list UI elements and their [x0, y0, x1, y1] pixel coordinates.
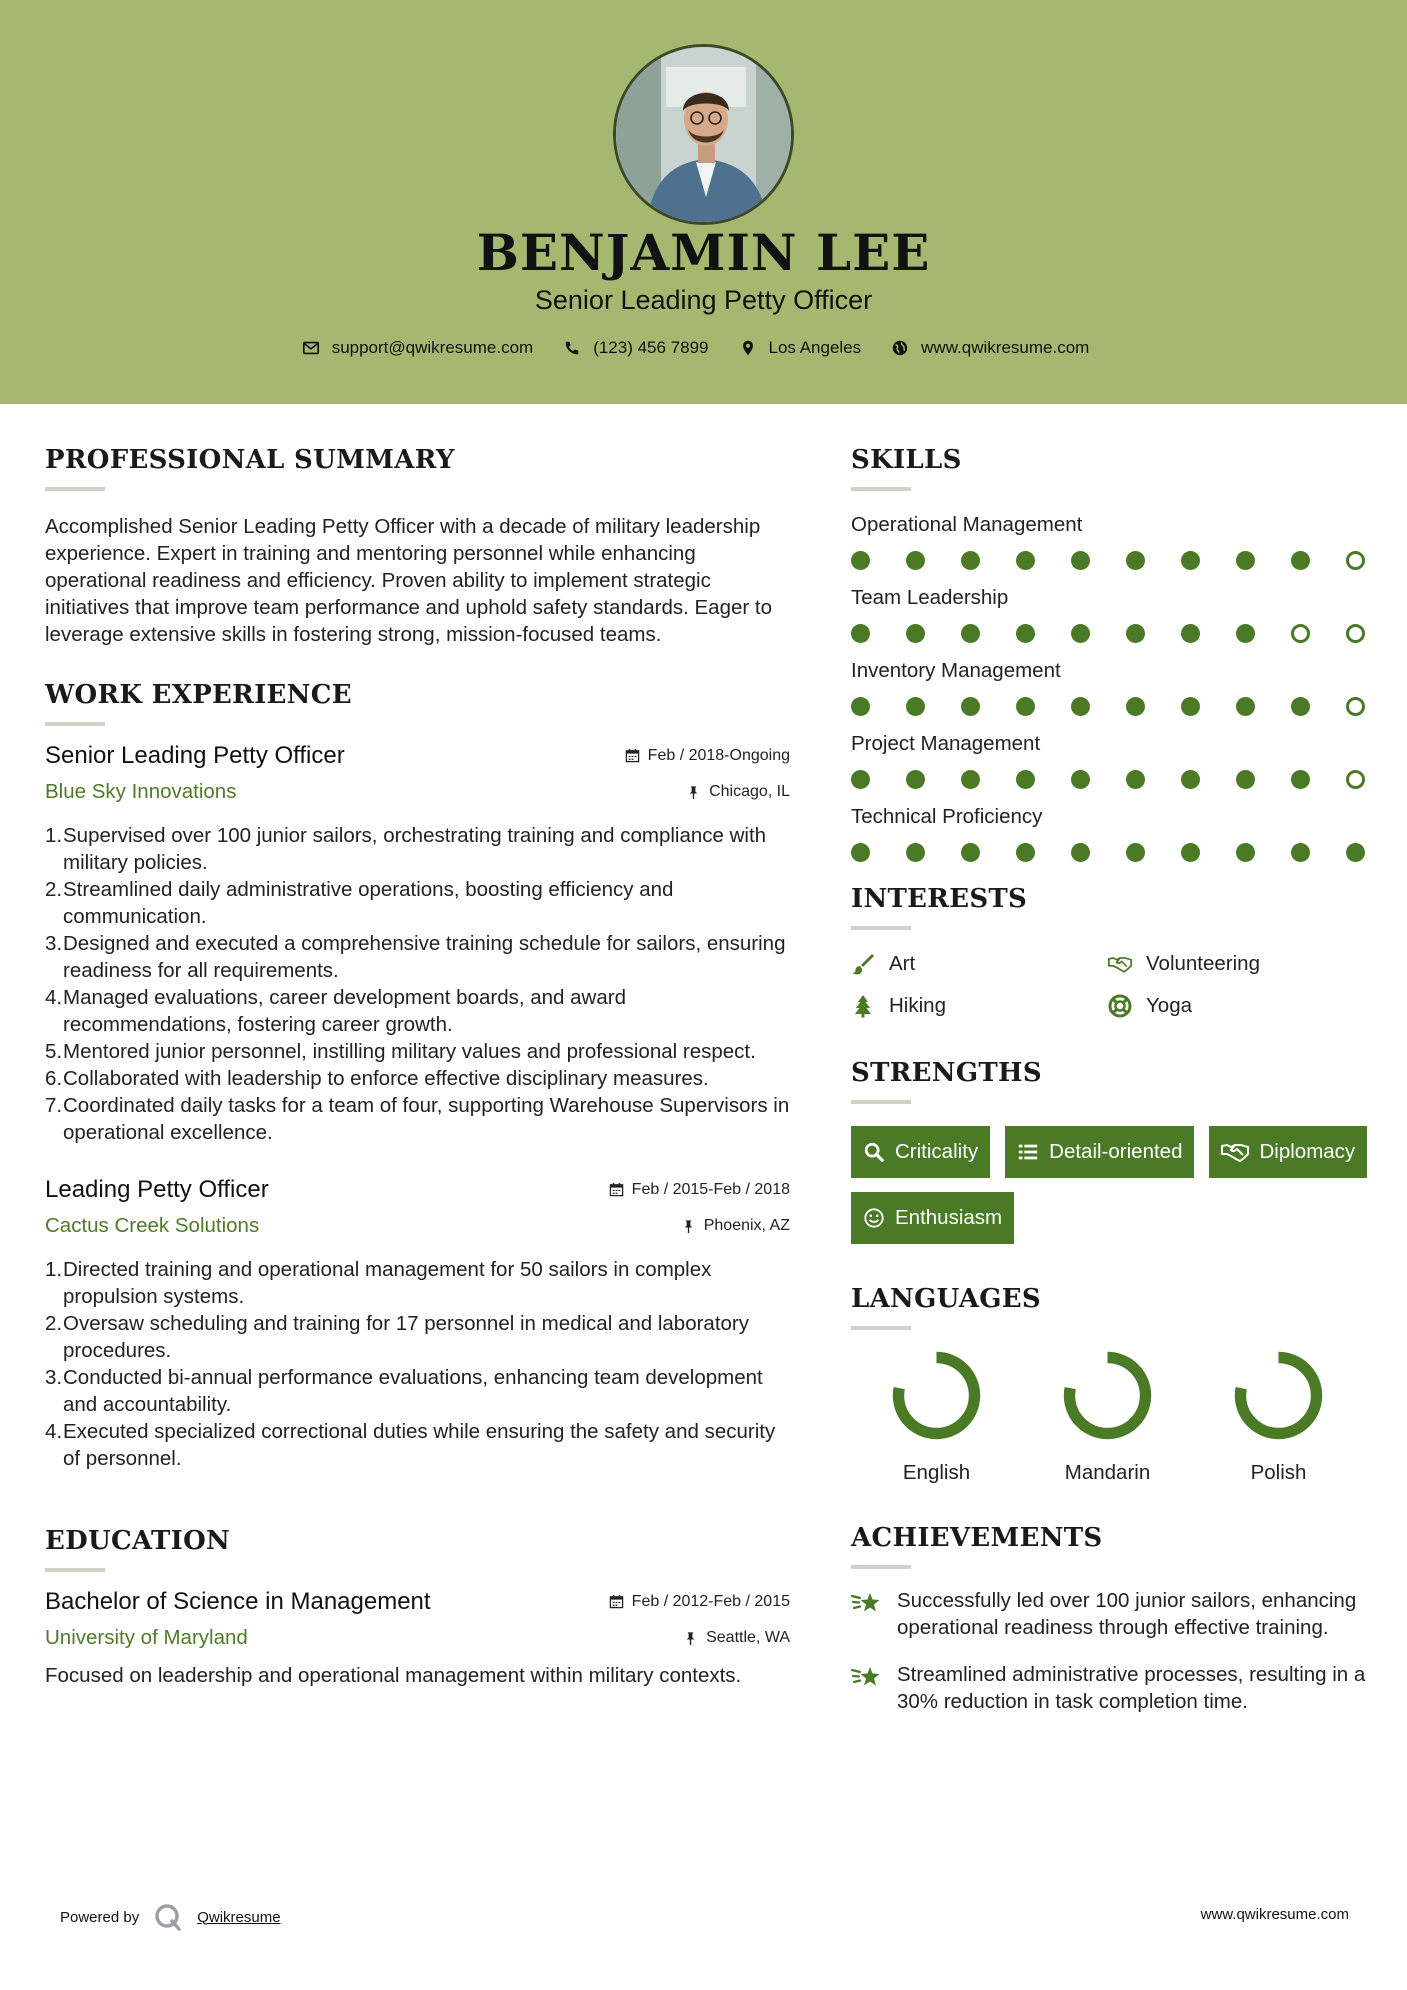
rating-dot-filled: [1236, 697, 1255, 716]
pushpin-icon: [683, 1631, 698, 1646]
list-item: 1. Supervised over 100 junior sailors, orchestrating training and compliance with military policies.: [45, 824, 767, 874]
envelope-icon: [302, 339, 320, 357]
skill-name: Technical Proficiency: [851, 805, 1043, 828]
rating-dot-empty: [1346, 697, 1365, 716]
list-item: 4. Managed evaluations, career development boards, and award recommendations, fostering career growth.: [45, 986, 626, 1036]
section-divider: [851, 1565, 911, 1569]
list-item: 2. Oversaw scheduling and training for 17 personnel in medical and laboratory procedures.: [45, 1312, 750, 1362]
rating-dot-filled: [906, 843, 925, 862]
rating-dot-empty: [1346, 770, 1365, 789]
language-name: English: [902, 1461, 971, 1484]
section-divider: [851, 926, 911, 930]
skill-rating: [851, 843, 1371, 862]
rating-dot-filled: [1016, 770, 1035, 789]
rating-dot-filled: [1291, 843, 1310, 862]
strength-tag: Criticality: [851, 1126, 990, 1178]
rating-dot-filled: [851, 624, 870, 643]
section-divider: [45, 722, 105, 726]
qwikresume-link[interactable]: Qwikresume: [197, 1908, 281, 1926]
language-name: Polish: [1250, 1461, 1307, 1484]
summary-heading: PROFESSIONAL SUMMARY: [45, 445, 455, 475]
language-level-arc: [1241, 1358, 1317, 1434]
skill-name: Inventory Management: [851, 659, 1061, 682]
rating-dot-filled: [851, 697, 870, 716]
rating-dot-filled: [1291, 551, 1310, 570]
handshake-icon: [1108, 952, 1132, 976]
left-column: [45, 445, 790, 1689]
skill-name: Team Leadership: [851, 586, 1009, 609]
calendar-icon: [609, 1594, 624, 1609]
right-column: [851, 445, 1371, 1735]
rating-dot-filled: [1071, 770, 1090, 789]
rating-dot-filled: [1071, 551, 1090, 570]
job-title: Leading Petty Officer: [45, 1176, 269, 1203]
education-heading: EDUCATION: [45, 1526, 231, 1556]
list-icon: [1017, 1141, 1039, 1163]
language-level-ring: [889, 1348, 984, 1443]
rating-dot-empty: [1346, 624, 1365, 643]
contact-location: [739, 338, 862, 358]
skill-row: [851, 513, 1371, 570]
lifebuoy-icon: [1108, 994, 1132, 1018]
rating-dot-filled: [906, 551, 925, 570]
pushpin-icon: [681, 1219, 696, 1234]
skills-list: [851, 513, 1371, 862]
handshake-icon: [1221, 1141, 1249, 1163]
skill-row: [851, 659, 1371, 716]
list-item: 1. Directed training and operational management for 50 sailors in complex propulsion systems.: [45, 1258, 712, 1308]
language-item: [1193, 1348, 1364, 1485]
rating-dot-filled: [1291, 697, 1310, 716]
strength-tag: Enthusiasm: [851, 1192, 1014, 1244]
skill-name: Operational Management: [851, 513, 1083, 536]
achievements-list: [851, 1587, 1371, 1715]
section-divider: [45, 487, 105, 491]
rating-dot-filled: [1126, 770, 1145, 789]
job-entry: [45, 1176, 790, 1472]
list-item: 4. Executed specialized correctional duties while ensuring the safety and security of personnel.: [45, 1420, 776, 1470]
rating-dot-filled: [1126, 551, 1145, 570]
language-item: [851, 1348, 1022, 1485]
qwikresume-logo-icon: [153, 1902, 183, 1932]
rating-dot-filled: [1126, 624, 1145, 643]
email-text: support@qwikresume.com: [331, 338, 534, 357]
paintbrush-icon: [851, 952, 875, 976]
skill-rating: [851, 770, 1371, 789]
strength-tag: Detail-oriented: [1005, 1126, 1194, 1178]
interest-item: Hiking: [851, 994, 1108, 1018]
contact-bar: [0, 338, 1407, 358]
candidate-title: Senior Leading Petty Officer: [534, 285, 873, 315]
list-item: 6. Collaborated with leadership to enforce effective disciplinary measures.: [45, 1067, 709, 1090]
rating-dot-filled: [1126, 843, 1145, 862]
languages-list: [851, 1348, 1371, 1485]
achievement-item: Successfully led over 100 junior sailors, enhancing operational readiness through effective training.: [851, 1587, 1371, 1641]
rating-dot-filled: [1236, 843, 1255, 862]
rating-dot-filled: [1236, 551, 1255, 570]
contact-website[interactable]: [891, 338, 1089, 358]
language-name: Mandarin: [1064, 1461, 1151, 1484]
candidate-name: BENJAMIN LEE: [476, 223, 931, 282]
rating-dot-filled: [906, 624, 925, 643]
education-entry: [45, 1588, 790, 1689]
job-location: Phoenix, AZ: [681, 1217, 790, 1235]
shooting-star-icon: [851, 1587, 883, 1619]
rating-dot-filled: [1071, 843, 1090, 862]
rating-dot-filled: [1126, 697, 1145, 716]
rating-dot-filled: [1181, 624, 1200, 643]
job-entry: [45, 742, 790, 1146]
rating-dot-filled: [961, 624, 980, 643]
rating-dot-filled: [1236, 770, 1255, 789]
globe-icon: [891, 339, 909, 357]
achievement-item: Streamlined administrative processes, resulting in a 30% reduction in task completion time.: [851, 1661, 1371, 1715]
rating-dot-filled: [1236, 624, 1255, 643]
rating-dot-filled: [961, 697, 980, 716]
section-divider: [45, 1568, 105, 1572]
interest-item: Volunteering: [1108, 952, 1365, 976]
rating-dot-filled: [1346, 843, 1365, 862]
map-pin-icon: [739, 339, 757, 357]
summary-text: Accomplished Senior Leading Petty Officer with a decade of military leadership experience. Expert in training and mentoring personnel while enhancing operational readiness and efficiency. Proven ability to implement strategic initiatives that improve team performance and uphold safety standards. Eager to leverage extensive skills in fostering strong, mission-focused teams.: [45, 515, 773, 646]
rating-dot-filled: [851, 843, 870, 862]
education-location: Seattle, WA: [683, 1629, 790, 1647]
contact-email[interactable]: [302, 338, 534, 358]
rating-dot-filled: [1181, 551, 1200, 570]
interests-heading: INTERESTS: [851, 884, 1028, 914]
contact-phone[interactable]: [563, 338, 708, 358]
section-divider: [851, 487, 911, 491]
interest-item: Yoga: [1108, 994, 1365, 1018]
strength-tag: Diplomacy: [1209, 1126, 1367, 1178]
list-item: 2. Streamlined daily administrative operations, boosting efficiency and communication.: [45, 878, 674, 928]
section-divider: [851, 1100, 911, 1104]
rating-dot-filled: [1016, 697, 1035, 716]
skill-rating: [851, 551, 1371, 570]
skill-rating: [851, 697, 1371, 716]
degree-title: Bachelor of Science in Management: [45, 1588, 431, 1615]
resume-header: [0, 0, 1407, 404]
job-title: Senior Leading Petty Officer: [45, 742, 345, 769]
language-level-arc: [1070, 1358, 1146, 1434]
education-date: Feb / 2012-Feb / 2015: [609, 1593, 790, 1611]
calendar-icon: [625, 748, 640, 763]
strengths-heading: STRENGTHS: [851, 1058, 1042, 1088]
phone-icon: [563, 339, 581, 357]
rating-dot-filled: [961, 551, 980, 570]
tree-icon: [851, 994, 875, 1018]
skill-rating: [851, 624, 1371, 643]
rating-dot-filled: [1071, 624, 1090, 643]
language-item: [1022, 1348, 1193, 1485]
rating-dot-filled: [961, 770, 980, 789]
skill-row: [851, 732, 1371, 789]
job-date: Feb / 2018-Ongoing: [625, 747, 790, 765]
rating-dot-filled: [1291, 770, 1310, 789]
pushpin-icon: [686, 785, 701, 800]
phone-text: (123) 456 7899: [593, 338, 709, 357]
education-text: Focused on leadership and operational management within military contexts.: [45, 1664, 742, 1687]
job-bullets: [45, 822, 790, 1146]
rating-dot-filled: [906, 697, 925, 716]
company-name: Cactus Creek Solutions: [45, 1214, 260, 1237]
interests-list: [851, 952, 1371, 1018]
skill-row: [851, 805, 1371, 862]
job-date: Feb / 2015-Feb / 2018: [609, 1181, 790, 1199]
languages-heading: LANGUAGES: [851, 1284, 1041, 1314]
list-item: 5. Mentored junior personnel, instilling military values and professional respect.: [45, 1040, 756, 1063]
rating-dot-filled: [1181, 843, 1200, 862]
rating-dot-empty: [1346, 551, 1365, 570]
list-item: 3. Conducted bi-annual performance evaluations, enhancing team development and accountability.: [45, 1366, 763, 1416]
section-divider: [851, 1326, 911, 1330]
language-level-ring: [1060, 1348, 1155, 1443]
footer-powered-by: Powered by Qwikresume: [60, 1902, 281, 1932]
skill-name: Project Management: [851, 732, 1041, 755]
strengths-list: [851, 1126, 1371, 1244]
school-name: University of Maryland: [45, 1626, 248, 1649]
rating-dot-empty: [1291, 624, 1310, 643]
rating-dot-filled: [1071, 697, 1090, 716]
achievements-heading: ACHIEVEMENTS: [851, 1523, 1103, 1553]
interest-item: Art: [851, 952, 1108, 976]
rating-dot-filled: [1181, 770, 1200, 789]
profile-photo: [613, 44, 794, 225]
language-level-arc: [899, 1358, 975, 1434]
rating-dot-filled: [1016, 624, 1035, 643]
rating-dot-filled: [906, 770, 925, 789]
skills-heading: SKILLS: [851, 445, 962, 475]
rating-dot-filled: [1181, 697, 1200, 716]
company-name: Blue Sky Innovations: [45, 780, 237, 803]
rating-dot-filled: [1016, 843, 1035, 862]
shooting-star-icon: [851, 1661, 883, 1693]
rating-dot-filled: [961, 843, 980, 862]
skill-row: [851, 586, 1371, 643]
work-heading: WORK EXPERIENCE: [45, 680, 352, 710]
search-icon: [863, 1141, 885, 1163]
rating-dot-filled: [851, 551, 870, 570]
job-location: Chicago, IL: [686, 783, 790, 801]
smile-icon: [863, 1207, 885, 1229]
footer-website[interactable]: www.qwikresume.com: [1200, 1906, 1349, 1923]
list-item: 3. Designed and executed a comprehensive training schedule for sailors, ensuring readiness for all requirements.: [45, 932, 786, 982]
location-text: Los Angeles: [768, 338, 862, 357]
rating-dot-filled: [1016, 551, 1035, 570]
language-level-ring: [1231, 1348, 1326, 1443]
rating-dot-filled: [851, 770, 870, 789]
website-text: www.qwikresume.com: [921, 338, 1090, 357]
calendar-icon: [609, 1182, 624, 1197]
list-item: 7. Coordinated daily tasks for a team of four, supporting Warehouse Supervisors in operational excellence.: [45, 1094, 790, 1144]
job-bullets: [45, 1256, 790, 1472]
